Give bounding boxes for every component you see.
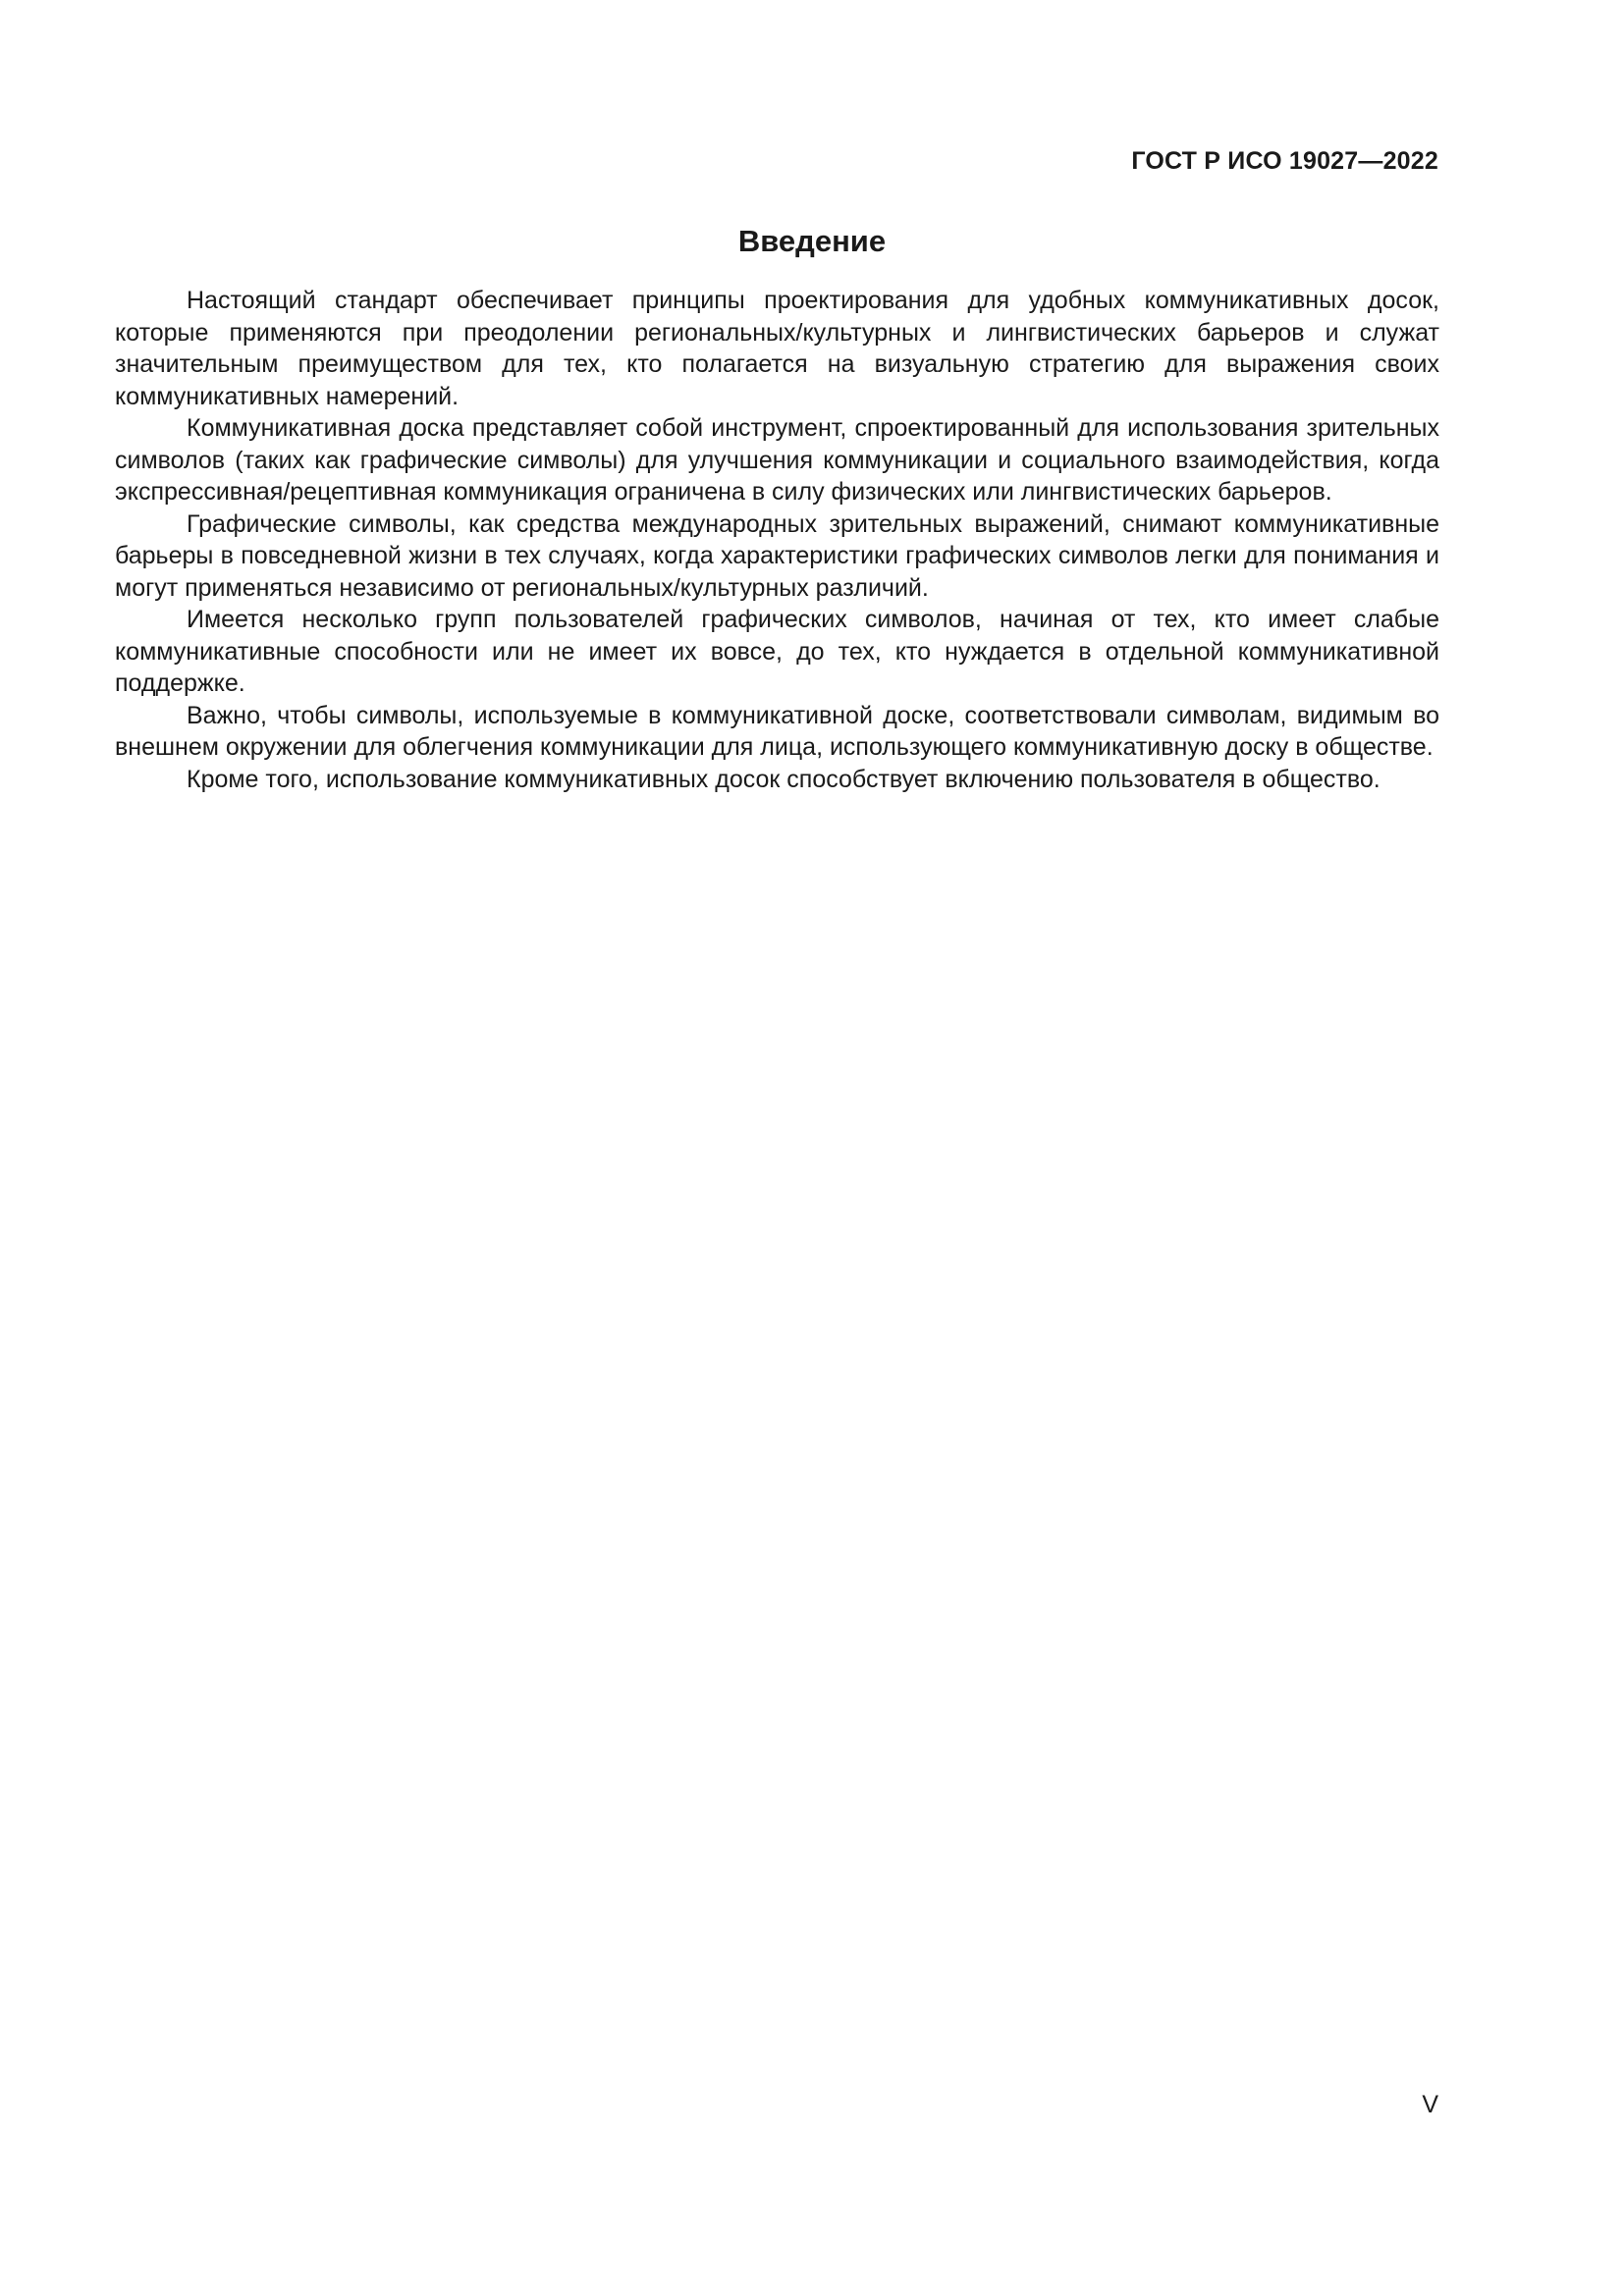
paragraph: Коммуникативная доска представляет собой инструмент, спроектированный для использования зрительных символов (таких как графические символы) для улучшения коммуникации и социального взаимодействия, когда экспрессивная/рецептивная коммуникация ограничена в силу физических или лингвистических барьеров. [115,414,1439,506]
section-title: Введение [737,224,887,258]
paragraph: Имеется несколько групп пользователей графических символов, начиная от тех, кто имеет слабые коммуникативные способности или не имеет их вовсе, до тех, кто нуждается в отдельной коммуникативной поддержке. [115,606,1439,697]
paragraph: Настоящий стандарт обеспечивает принципы проектирования для удобных коммуникативных досок, которые применяются при преодолении региональных/культурных и лингвистических барьеров и служат значительным преимуществом для тех, кто полагается на визуальную стратегию для выражения своих коммуникативных намерений. [115,287,1439,410]
paragraph: Важно, чтобы символы, используемые в коммуникативной доске, соответствовали символам, видимым во внешнем окружении для облегчения коммуникации для лица, использующего коммуникативную доску в обществе. [115,701,1439,761]
page-number: V [1422,2091,1438,2118]
standard-id-header: ГОСТ Р ИСО 19027—2022 [1131,147,1438,175]
paragraph: Кроме того, использование коммуникативных досок способствует включению пользователя в общество. [187,765,1380,793]
body-text [115,285,1439,795]
paragraph: Графические символы, как средства международных зрительных выражений, снимают коммуникативные барьеры в повседневной жизни в тех случаях, когда характеристики графических символов легки для понимания и могут применяться независимо от региональных/культурных различий. [115,509,1439,602]
